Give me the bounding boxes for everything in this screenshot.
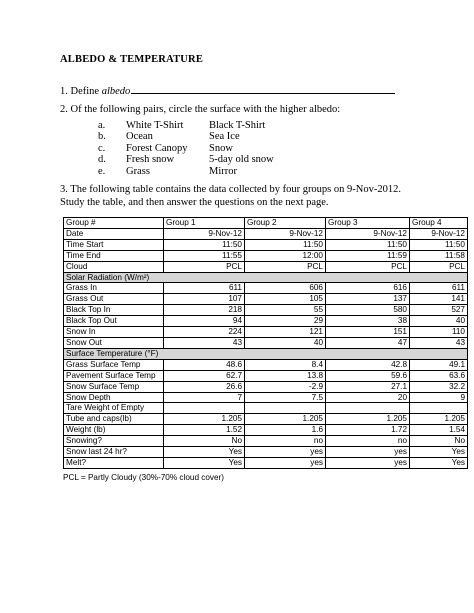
question-3: 3. The following table contains the data collected by four groups on 9-Nov-2012. Study the table, and then answer the questions on the next page.	[60, 184, 401, 208]
value-cell: Yes	[164, 447, 245, 458]
value-cell: 12:00	[245, 250, 326, 261]
pair-letter: d.	[98, 154, 106, 166]
value-cell: 527	[410, 305, 468, 316]
table-row	[64, 370, 468, 381]
value-cell: 141	[410, 294, 468, 305]
value-cell: 110	[410, 327, 468, 338]
value-cell: 137	[326, 294, 410, 305]
value-cell: 9	[410, 392, 468, 403]
row-label-cell: Snow Out	[64, 337, 164, 348]
section-row	[64, 272, 468, 283]
header-cell: Group 1	[164, 218, 245, 229]
row-label-cell: Snow Depth	[64, 392, 164, 403]
value-cell: Yes	[410, 457, 468, 468]
row-label-cell: Cloud	[64, 261, 164, 272]
question-1-term: albedo	[101, 86, 131, 97]
value-cell: 62.7	[164, 370, 245, 381]
value-cell: 59.6	[326, 370, 410, 381]
data-table	[63, 217, 468, 469]
value-cell	[326, 403, 410, 414]
pair-option-b[interactable]: Black T-Shirt	[209, 120, 266, 131]
value-cell: 606	[245, 283, 326, 294]
pair-option-a[interactable]: White T-Shirt	[126, 120, 184, 131]
table-footnote: PCL = Partly Cloudy (30%-70% cloud cover)	[63, 473, 225, 482]
table-row	[64, 261, 468, 272]
value-cell: 11:50	[245, 239, 326, 250]
row-label-cell: Time Start	[64, 239, 164, 250]
value-cell: 38	[326, 316, 410, 327]
table-row	[64, 327, 468, 338]
value-cell: 48.6	[164, 359, 245, 370]
value-cell: 224	[164, 327, 245, 338]
row-label-cell: Date	[64, 228, 164, 239]
pair-option-b[interactable]: Mirror	[209, 165, 237, 177]
row-label-cell: Grass Out	[64, 294, 164, 305]
value-cell: 42.8	[326, 359, 410, 370]
value-cell: 40	[245, 337, 326, 348]
value-cell: 40	[410, 316, 468, 327]
answer-blank[interactable]	[131, 84, 395, 94]
value-cell: PCL	[245, 261, 326, 272]
pair-letter: b.	[98, 131, 106, 143]
row-label-cell: Snow Surface Temp	[64, 381, 164, 392]
value-cell: 11:59	[326, 250, 410, 261]
value-cell: 94	[164, 316, 245, 327]
row-label-cell: Pavement Surface Temp	[64, 370, 164, 381]
value-cell	[164, 403, 245, 414]
row-label-cell: Snow last 24 hr?	[64, 447, 164, 458]
row-label-cell: Tube and caps(lb)	[64, 414, 164, 425]
row-label-cell: Snowing?	[64, 436, 164, 447]
question-1-prefix: 1. Define	[60, 86, 102, 97]
table-row	[64, 239, 468, 250]
value-cell: 8.4	[245, 359, 326, 370]
value-cell: 26.6	[164, 381, 245, 392]
value-cell: -2.9	[245, 381, 326, 392]
value-cell: yes	[245, 447, 326, 458]
value-cell: 27.1	[326, 381, 410, 392]
question-1	[60, 84, 395, 97]
value-cell: 11:50	[410, 239, 468, 250]
row-label-cell: Weight (lb)	[64, 425, 164, 436]
row-label-cell: Melt?	[64, 457, 164, 468]
table-row	[64, 250, 468, 261]
value-cell: Yes	[164, 457, 245, 468]
value-cell: 11:50	[164, 239, 245, 250]
value-cell	[245, 403, 326, 414]
table-row	[64, 294, 468, 305]
pair-option-a[interactable]: Forest Canopy	[126, 142, 188, 154]
value-cell: PCL	[410, 261, 468, 272]
value-cell: yes	[245, 457, 326, 468]
value-cell: 13.8	[245, 370, 326, 381]
row-label-cell: Grass In	[64, 283, 164, 294]
value-cell: 616	[326, 283, 410, 294]
value-cell: 151	[326, 327, 410, 338]
value-cell: 105	[245, 294, 326, 305]
table-header-row	[64, 218, 468, 229]
pair-option-b[interactable]: Snow	[209, 142, 233, 154]
table-row	[64, 392, 468, 403]
value-cell: 1.54	[410, 425, 468, 436]
value-cell: 1.205	[164, 414, 245, 425]
row-label-cell: Time End	[64, 250, 164, 261]
table-row	[64, 403, 468, 414]
value-cell: 9-Nov-12	[410, 228, 468, 239]
header-cell: Group 3	[326, 218, 410, 229]
value-cell: 49.1	[410, 359, 468, 370]
row-label-cell: Black Top Out	[64, 316, 164, 327]
value-cell: 7	[164, 392, 245, 403]
value-cell: 55	[245, 305, 326, 316]
table-row	[64, 447, 468, 458]
table-row	[64, 425, 468, 436]
value-cell: 43	[164, 337, 245, 348]
value-cell: 1.52	[164, 425, 245, 436]
value-cell: PCL	[164, 261, 245, 272]
pair-option-a[interactable]: Fresh snow	[126, 154, 175, 166]
value-cell: yes	[326, 447, 410, 458]
value-cell: 580	[326, 305, 410, 316]
value-cell: 9-Nov-12	[245, 228, 326, 239]
value-cell: 63.6	[410, 370, 468, 381]
value-cell: 11:55	[164, 250, 245, 261]
value-cell	[410, 403, 468, 414]
pair-option-b[interactable]: Sea Ice	[209, 131, 240, 143]
pair-letter: c.	[98, 142, 106, 154]
row-label-cell: Grass Surface Temp	[64, 359, 164, 370]
value-cell: No	[164, 436, 245, 447]
value-cell: no	[326, 436, 410, 447]
value-cell: 20	[326, 392, 410, 403]
table-row	[64, 305, 468, 316]
value-cell: 7.5	[245, 392, 326, 403]
value-cell: 43	[410, 337, 468, 348]
value-cell: 11:50	[326, 239, 410, 250]
pair-letter: a.	[98, 120, 106, 131]
table-row	[64, 228, 468, 239]
pair-option-b[interactable]: 5-day old snow	[209, 154, 274, 166]
table-row	[64, 337, 468, 348]
value-cell: 1.205	[245, 414, 326, 425]
value-cell: No	[410, 436, 468, 447]
value-cell: 11:58	[410, 250, 468, 261]
question-2: 2. Of the following pairs, circle the surface with the higher albedo:	[60, 104, 341, 115]
row-label-cell: Black Top In	[64, 305, 164, 316]
value-cell: yes	[326, 457, 410, 468]
row-label-cell: Snow In	[64, 327, 164, 338]
value-cell: 9-Nov-12	[326, 228, 410, 239]
value-cell: Yes	[410, 447, 468, 458]
header-cell: Group 2	[245, 218, 326, 229]
value-cell: 1.205	[326, 414, 410, 425]
pair-option-a[interactable]: Ocean	[126, 131, 153, 143]
value-cell: 1.72	[326, 425, 410, 436]
table-row	[64, 436, 468, 447]
value-cell: 47	[326, 337, 410, 348]
value-cell: PCL	[326, 261, 410, 272]
value-cell: 107	[164, 294, 245, 305]
value-cell: 29	[245, 316, 326, 327]
pair-option-a[interactable]: Grass	[126, 165, 150, 177]
value-cell: 611	[410, 283, 468, 294]
section-row	[64, 348, 468, 359]
header-cell: Group #	[64, 218, 164, 229]
table-row	[64, 457, 468, 468]
value-cell: 1.6	[245, 425, 326, 436]
header-cell: Group 4	[410, 218, 468, 229]
table-row	[64, 359, 468, 370]
table-row	[64, 316, 468, 327]
pair-letter: e.	[98, 165, 106, 177]
value-cell: 611	[164, 283, 245, 294]
value-cell: 9-Nov-12	[164, 228, 245, 239]
value-cell: 121	[245, 327, 326, 338]
value-cell: 218	[164, 305, 245, 316]
table-row	[64, 414, 468, 425]
value-cell: no	[245, 436, 326, 447]
value-cell: 32.2	[410, 381, 468, 392]
page-title: ALBEDO & TEMPERATURE	[60, 54, 204, 65]
table-row	[64, 283, 468, 294]
section-label: Solar Radiation (W/m²)	[64, 272, 468, 283]
value-cell: 1.205	[410, 414, 468, 425]
section-label: Surface Temperature (°F)	[64, 348, 468, 359]
table-row	[64, 381, 468, 392]
row-label-cell: Tare Weight of Empty	[64, 403, 164, 414]
